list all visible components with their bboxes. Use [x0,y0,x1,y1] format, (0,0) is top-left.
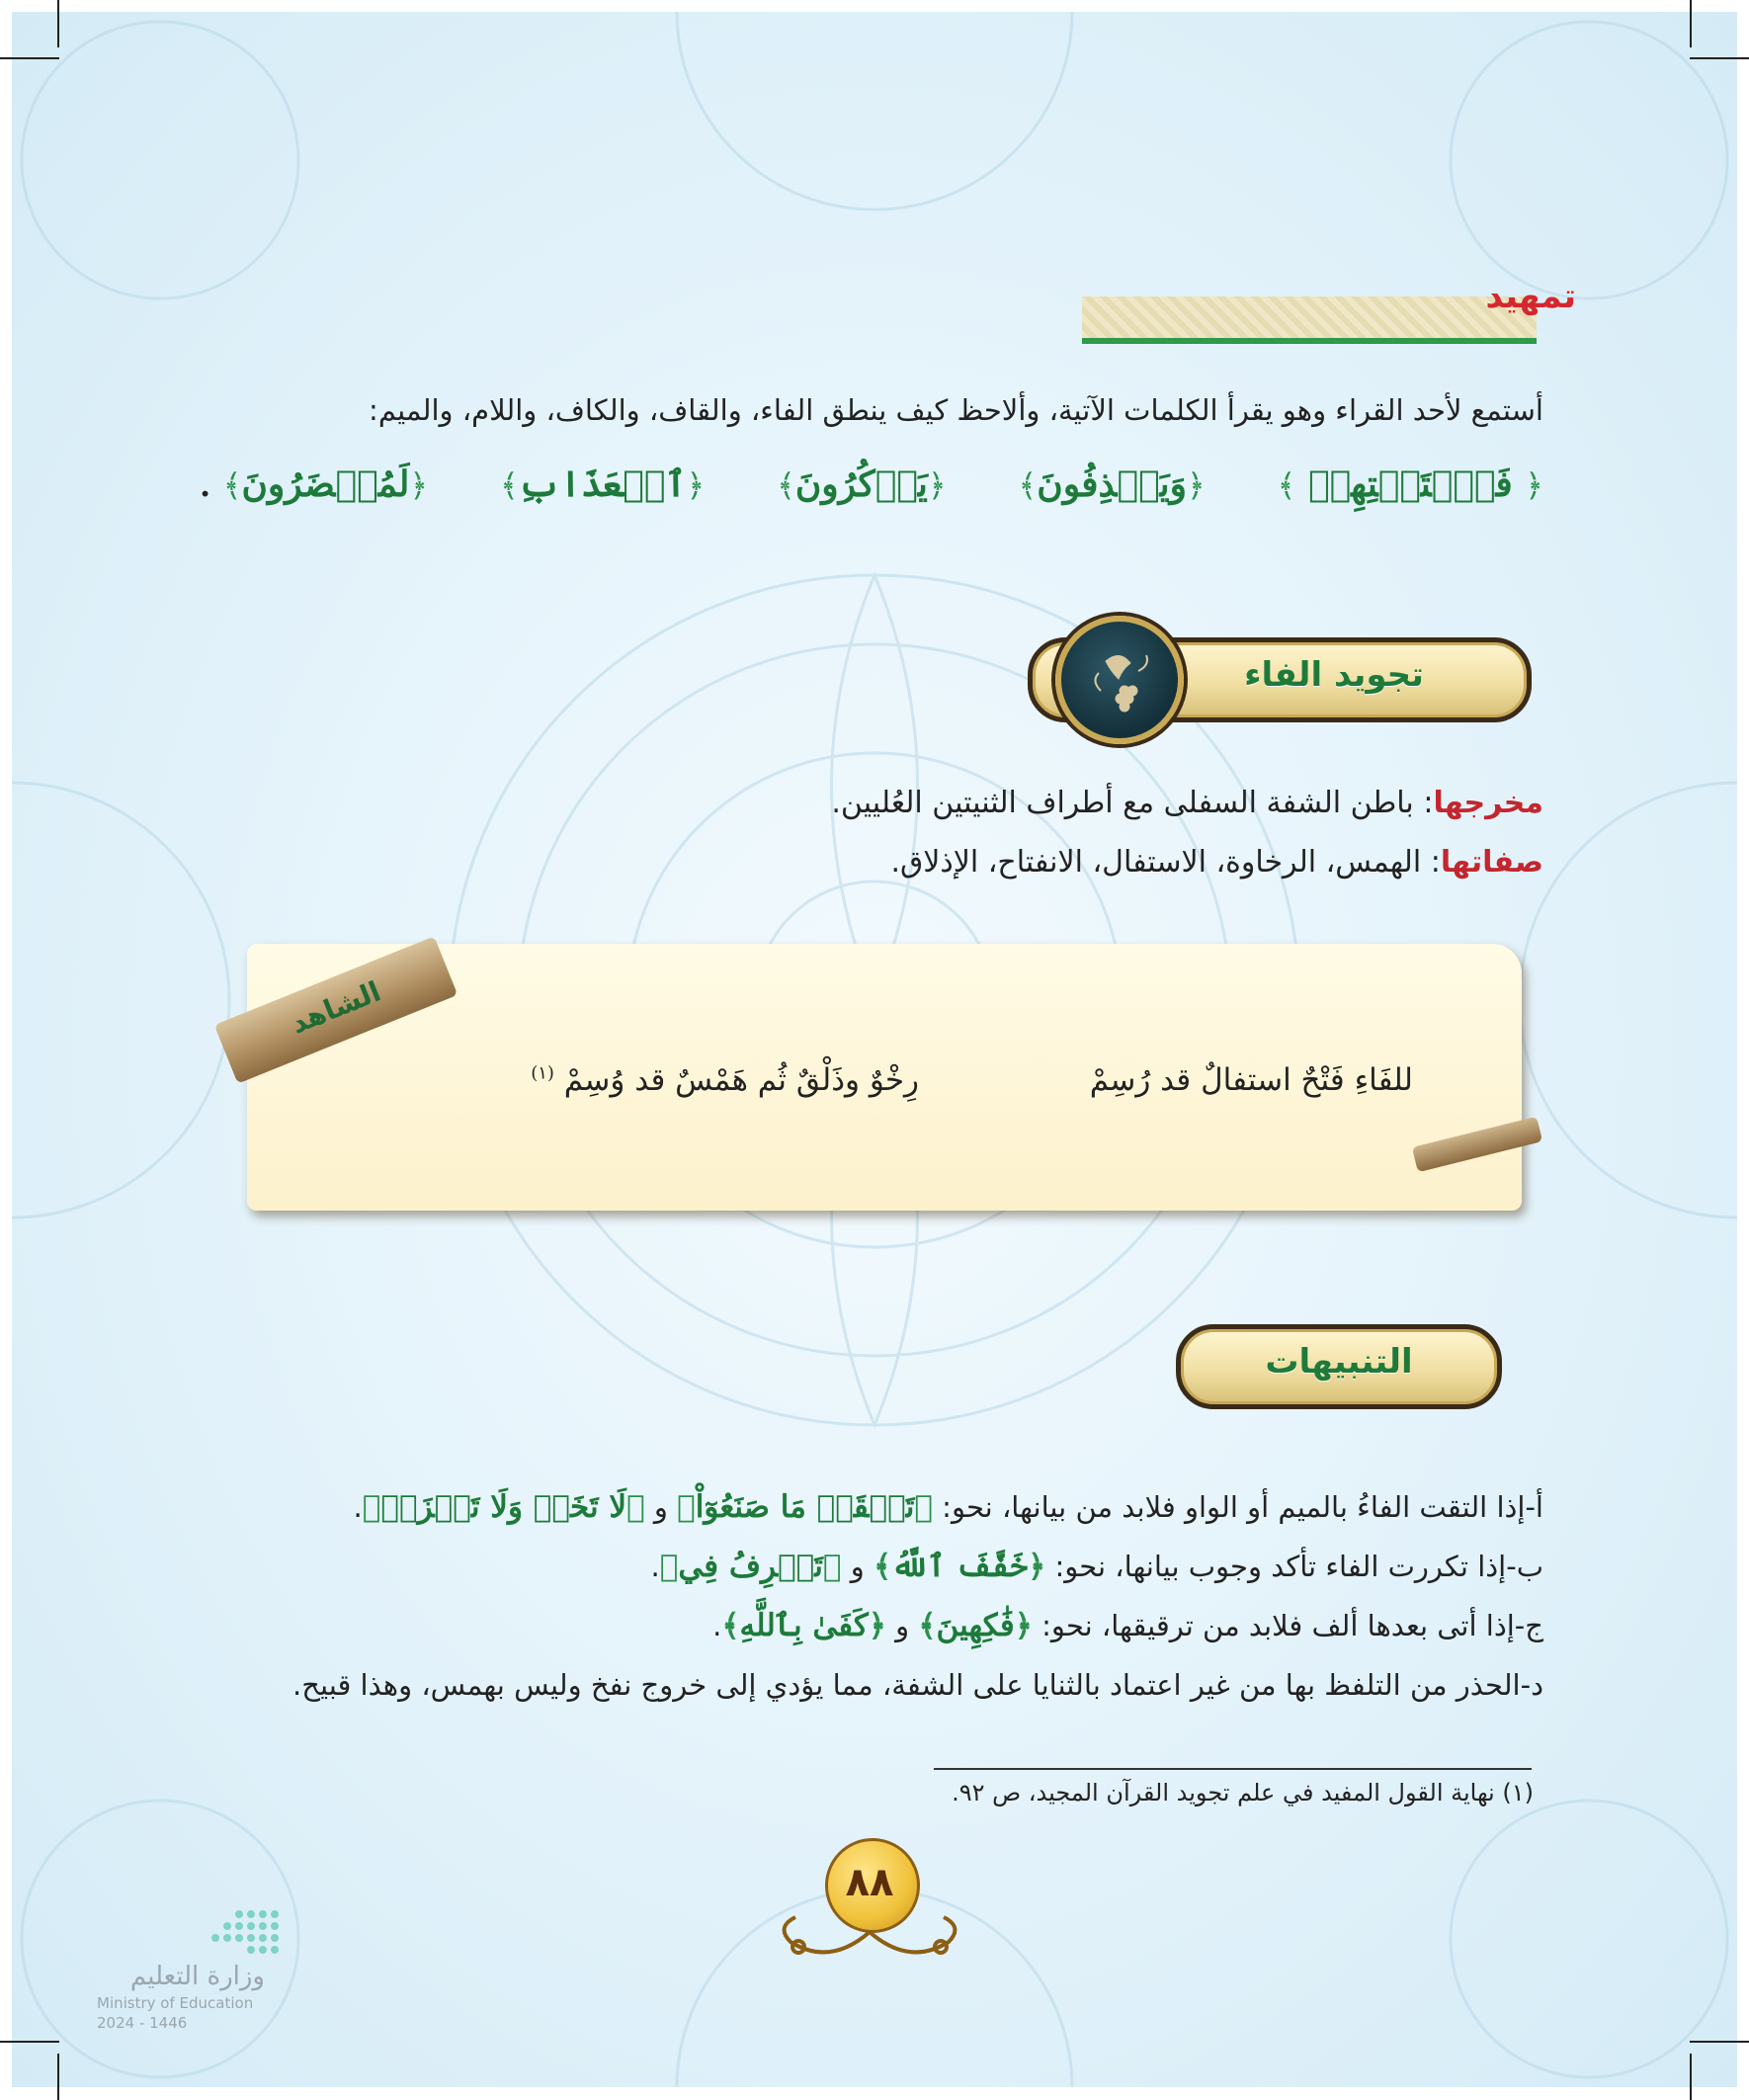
note-b: ب-إذا تكررت الفاء تأكد وجوب بيانها، نحو: ﴿خَفَّفَ ٱللَّهُ﴾ و ﴿تَعۡرِفُ فِي﴾. [650,1549,1543,1584]
ministry-name-en: Ministry of Education [97,1994,254,2012]
crop-mark [0,2041,59,2043]
tamheed-heading: تمهيد [1485,277,1576,316]
ministry-name-ar: وزارة التعليم [129,1962,265,1991]
crop-mark [1690,2054,1692,2100]
section-title-notes: التنبيهات [1265,1342,1413,1382]
sifat-label: صفاتها [1440,845,1543,880]
footnote-divider [934,1768,1532,1770]
quran-word: ﴿ٱلۡعَذَابِ﴾ [499,463,706,505]
makhraj-text: : باطن الشفة السفلى مع أطراف الثنيتين العُليين. [831,786,1434,820]
quran-words-row [200,455,1543,514]
section-title-fa: تجويد الفاء [1244,655,1424,695]
verse-first-hemistich: للفَاءِ فَتْحٌ استفالٌ قد رُسِمْ [1089,1062,1413,1098]
quran-word: ﴿ فَٱسۡتَفۡتِهِمۡ ﴾ [1277,463,1543,505]
sifat-text: : الهمس، الرخاوة، الاستفال، الانفتاح، الإذلاق. [890,845,1441,880]
note-d: د-الحذر من التلفظ بها من غير اعتماد بالثنايا على الشفة، مما يؤدي إلى خروج نفخ وليس بهمس، وهذا قبيح. [292,1668,1543,1702]
footnote-ref: (١) [531,1062,554,1084]
crop-mark [1690,57,1749,59]
crop-mark [57,2054,59,2100]
footnote: (١) نهاية القول المفيد في علم تجويد القرآن المجيد، ص ٩٢. [952,1779,1534,1806]
shahid-label: الشاهد [286,974,385,1041]
crop-mark [1690,2041,1749,2043]
note-a: أ-إذا التقت الفاءُ بالميم أو الواو فلابد من بيانها، نحو: ﴿تَلۡقَفۡ مَا صَنَعُوٓاْ﴾ و ﴿لَا تَخَفۡ وَلَا تَحۡزَنۡ﴾. [353,1489,1543,1525]
verse-second-hemistich: رِخْوٌ وذَلْقٌ ثُم هَمْسٌ قد وُسِمْ $^{(١)}$ [531,1062,919,1098]
grape-vine-icon [1055,616,1184,744]
intro-paragraph: أستمع لأحد القراء وهو يقرأ الكلمات الآتية، وألاحظ كيف ينطق الفاء، والقاف، والكاف، واللام، والميم: [369,393,1543,427]
page-number-ornament [771,1838,968,1967]
makhraj-line [358,786,1543,820]
crop-mark [57,0,59,47]
sifat-line [358,845,1543,880]
note-c: ج-إذا أتى بعدها ألف فلابد من ترقيقها، نحو: ﴿فَٰكِهِينَ﴾ و ﴿كَفَىٰ بِٱللَّهِ﴾. [712,1608,1543,1643]
crop-mark [0,57,59,59]
quran-word: ﴿يَذۡكُرُونَ﴾ [777,463,947,505]
quran-word: ﴿وَيَقۡذِفُونَ﴾ [1018,463,1206,505]
ministry-year: 2024 - 1446 [97,2014,188,2032]
page-number: ٨٨ [845,1860,894,1905]
makhraj-label: مخرجها [1433,786,1543,820]
ministry-logo-icon [97,1902,314,1962]
quran-word: ﴿لَمُحۡضَرُونَ﴾ . [200,463,429,505]
crop-mark [1690,0,1692,47]
